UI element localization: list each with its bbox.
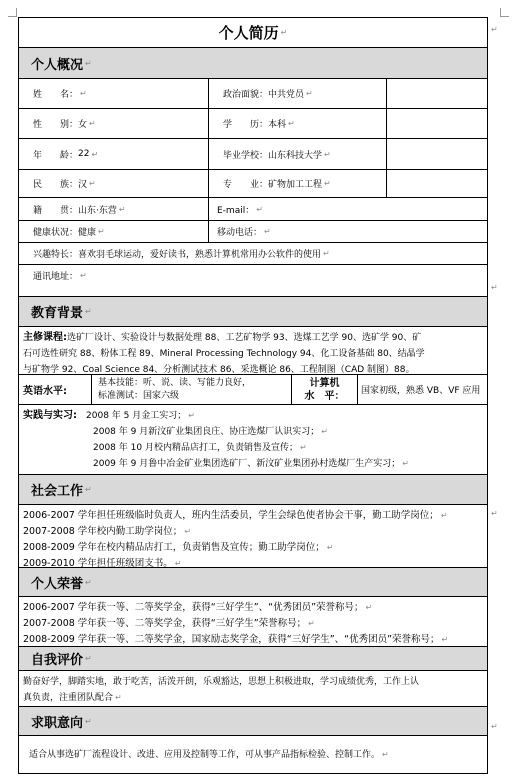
- page-corner-mark: [500, 8, 509, 17]
- school-label: 毕业学校：: [223, 150, 269, 161]
- education-skills-row: [19, 375, 487, 405]
- hobby-value: 喜欢羽毛球运动，爱好读书，熟悉计算机常用办公软件的使用: [78, 250, 322, 260]
- doc-title-text: 个人简历: [218, 24, 279, 42]
- social-item: 2008-2009 学年在校内精品店打工，负责销售及宣传；勤工助学岗位； ↵: [23, 542, 334, 553]
- overview-row-health: 健康状况： 健康 ↵ 移动电话： ↵: [19, 221, 487, 243]
- overview-row-ethnic: 民 族： 汉 ↵ 专 业： 矿物加工工程 ↵: [19, 170, 487, 198]
- overview-row-gender: 性 别： 女 ↵ 学 历： 本科 ↵: [19, 109, 487, 139]
- overview-row-origin: 籍 贯： 山东·东营 ↵ E-mail： ↵: [19, 198, 487, 221]
- honor-item: 2006-2007 学年获一等、二等奖学金，获得“三好学生”、“优秀团员”荣誉称号； ↵: [23, 602, 373, 613]
- degree-label: 学 历：: [223, 120, 269, 130]
- education-courses: [19, 327, 487, 375]
- degree-value: 本科: [268, 120, 287, 130]
- courses-line: 与矿物学 92、Coal Science 84、分析测试技术 86、采选概论 86、工程制图（CAD 制图）88。: [23, 365, 415, 375]
- practice-item: 2008 年 9 月新汶矿业集团良庄、协庄选煤厂认识实习；: [93, 427, 320, 437]
- self-eval-line: 真负责，注重团队配合: [23, 693, 114, 703]
- overview-row-name: 姓 名： ↵ 政治面貌： 中共党员 ↵: [19, 79, 487, 109]
- gender-label: 性 别：: [33, 120, 79, 130]
- practice-item: 2009 年 9 月鲁中冶金矿业集团选矿厂、新汶矿业集团孙村选煤厂生产实习；: [93, 459, 401, 469]
- school-value: 山东科技大学: [268, 150, 323, 161]
- email-label: E-mail：: [217, 205, 255, 216]
- name-label: 姓 名：: [33, 90, 79, 100]
- major-label: 专 业：: [223, 180, 269, 190]
- age-label: 年 龄：: [33, 150, 79, 161]
- overview-row-address: 通讯地址： ↵: [19, 265, 487, 297]
- hobby-label: 兴趣特长：: [33, 250, 79, 260]
- health-label: 健康状况：: [33, 228, 79, 238]
- courses-line: 石可选性研究 88、粉体工程 89、Mineral Processing Technology 94、化工设备基础 80、结晶学: [23, 349, 425, 359]
- section-honors: 个人荣誉 ↵: [19, 568, 487, 597]
- english-label: 英语水平:: [23, 386, 67, 397]
- political-value: 中共党员: [268, 90, 305, 100]
- intention-line: 适合从事选矿厂流程设计、改进、应用及控制等工作，可从事产品指标检验、控制工作。: [29, 749, 381, 760]
- gender-value: 女: [78, 120, 88, 130]
- practice-item: 2008 年 10 月校内精品店打工，负责销售及宣传；: [93, 443, 298, 453]
- section-intention: 求职意向 ↵: [19, 707, 487, 736]
- honor-item: 2008-2009 学年获一等、二等奖学金，国家励志奖学金，获得“三好学生”、“优秀团员”荣誉称号； ↵: [23, 634, 449, 645]
- courses-line: 选矿厂设计、实验设计与数据处理 88、工艺矿物学 93、选煤工艺学 90、选矿学 90、矿: [67, 333, 422, 343]
- practice-label: 实践与实习:: [23, 410, 77, 421]
- section-self-eval: 自我评价 ↵: [19, 647, 487, 671]
- resume-table: [18, 17, 488, 774]
- age-value: 22: [78, 149, 90, 159]
- self-eval-text: 勤奋好学，脚踏实地，敢于吃苦，活泼开朗，乐观豁达，思想上积极进取，学习成绩优秀，工作上认 真负责，注重团队配合 ↵: [19, 671, 487, 707]
- intention-text: 适合从事选矿厂流程设计、改进、应用及控制等工作，可从事产品指标检验、控制工作。 ↵: [19, 736, 487, 774]
- ethnic-value: 汉: [78, 180, 88, 190]
- row-end-mark: ↵: [491, 25, 498, 34]
- mobile-label: 移动电话：: [217, 228, 263, 238]
- origin-label: 籍 贯：: [33, 205, 79, 216]
- social-item: 2007-2008 学年校内勤工助学岗位； ↵: [23, 526, 192, 537]
- section-education: 教育背景 ↵: [19, 297, 487, 327]
- social-item: 2006-2007 学年担任班级临时负责人，班内生活委员，学生会绿色使者协会干事，勤工助学岗位； ↵: [23, 510, 448, 521]
- health-value: 健康: [78, 228, 97, 238]
- section-overview: 个人概况 ↵: [19, 48, 487, 79]
- page-corner-mark: [8, 8, 17, 17]
- overview-row-age: 年 龄： 22 ↵ 毕业学校： 山东科技大学 ↵: [19, 139, 487, 170]
- computer-label: 计算机: [309, 377, 340, 389]
- row-end-mark: ↵: [491, 509, 498, 518]
- education-practice: 实践与实习: 2008 年 5 月金工实习； ↵ 2008 年 9 月新汶矿业集团良庄、协庄选煤厂认识实习； ↵ 2008 年 10 月校内精品店打工，负责销售及宣传； ↵ 2009 年 9 月鲁中冶金矿业集团选矿厂、新汶矿业集团孙村选煤厂生产实习； ↵: [19, 405, 487, 475]
- practice-item: 2008 年 5 月金工实习；: [86, 411, 187, 421]
- political-label: 政治面貌：: [223, 90, 269, 100]
- origin-value: 山东·东营: [78, 205, 117, 216]
- social-item: 2009-2010 学年担任班级团支书。 ↵: [23, 558, 182, 569]
- section-social: 社会工作 ↵: [19, 475, 487, 505]
- honor-item: 2007-2008 学年获一等、二等奖学金，获得“三好学生”荣誉称号； ↵: [23, 618, 315, 629]
- social-list: [19, 505, 487, 568]
- computer-label-2: 水 平：: [304, 390, 345, 402]
- english-test: 标准测试：国家六级: [98, 391, 180, 401]
- self-eval-line: 勤奋好学，脚踏实地，敢于吃苦，活泼开朗，乐观豁达，思想上积极进取，学习成绩优秀，工作上认: [23, 677, 420, 687]
- honors-list: [19, 597, 487, 647]
- address-label: 通讯地址：: [33, 271, 79, 282]
- major-value: 矿物加工工程: [268, 180, 323, 190]
- doc-title: 个人简历 ↵: [19, 18, 487, 48]
- courses-label: 主修课程:: [23, 332, 67, 343]
- overview-row-hobby: 兴趣特长： 喜欢羽毛球运动，爱好读书，熟悉计算机常用办公软件的使用 ↵: [19, 243, 487, 265]
- computer-value: 国家初级，熟悉 VB、VF 应用: [361, 386, 481, 396]
- english-skill: 基本技能：听、说、读、写能力良好，: [98, 378, 252, 388]
- ethnic-label: 民 族：: [33, 180, 79, 190]
- row-end-mark: ↵: [491, 722, 498, 731]
- row-end-mark: ↵: [491, 283, 498, 292]
